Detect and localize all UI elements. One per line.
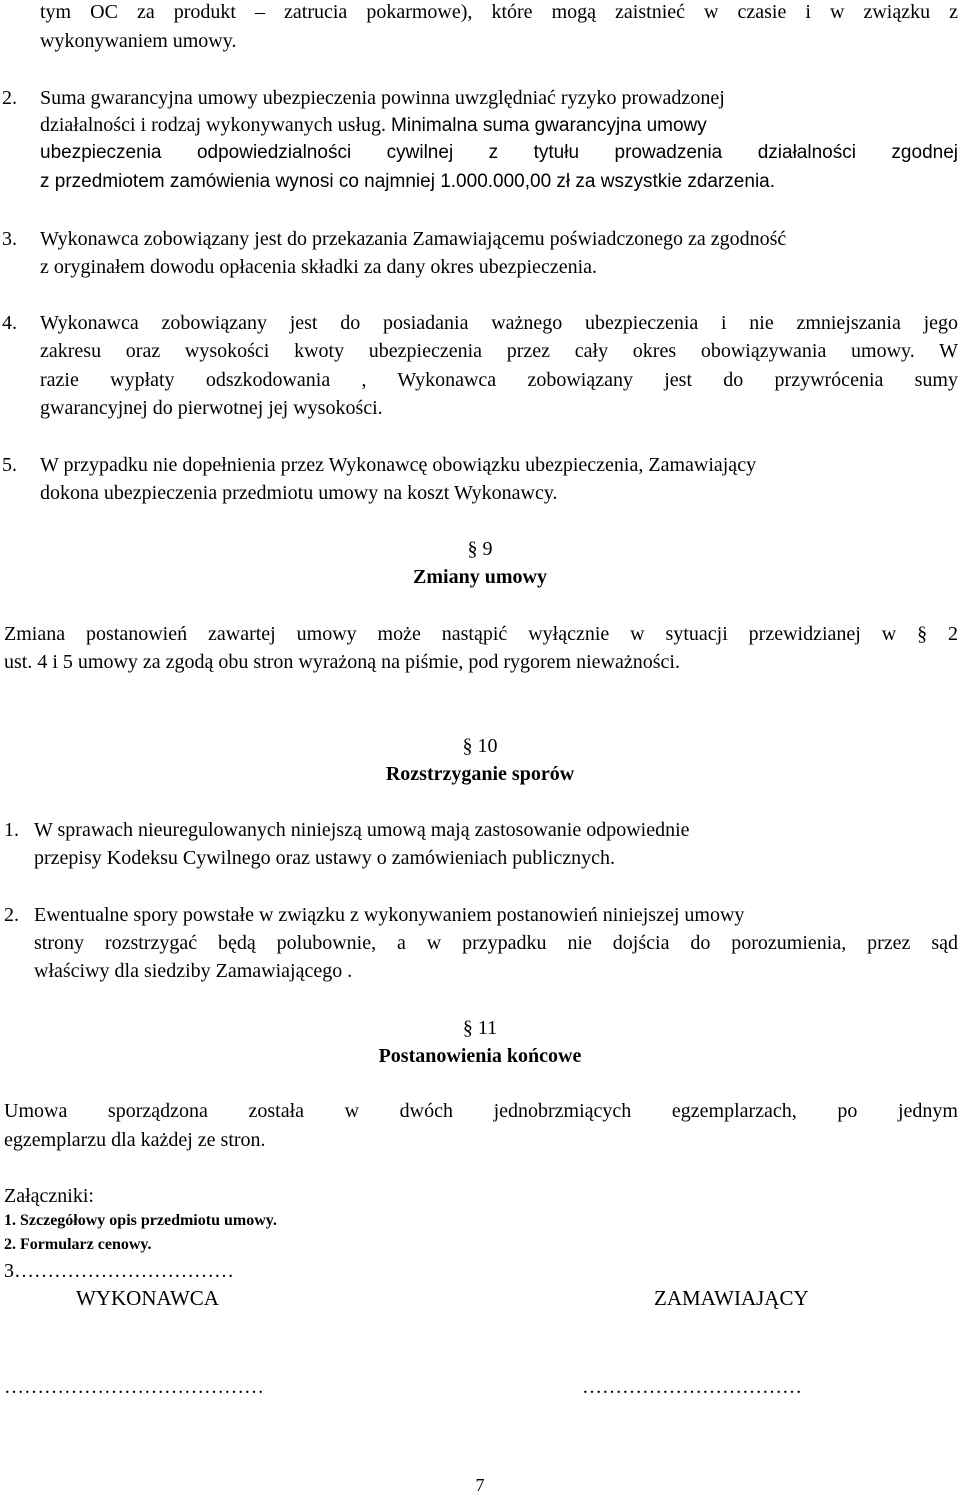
section-title: Zmiany umowy: [413, 566, 547, 588]
list-number: 1.: [4, 819, 19, 841]
attachments-heading: Załączniki:: [4, 1185, 94, 1207]
clause-text-line: zakresu oraz wysokości kwoty ubezpieczenia przez cały okres obowiązywania umowy. W: [40, 340, 958, 362]
clause-text-line: dokona ubezpieczenia przedmiotu umowy na koszt Wykonawcy.: [40, 482, 558, 504]
clause-text-line: z przedmiotem zamówienia wynosi co najmniej 1.000.000,00 zł za wszystkie zdarzenia.: [40, 171, 776, 192]
clause-text-line: ust. 4 i 5 umowy za zgodą obu stron wyrażoną na piśmie, pod rygorem nieważności.: [4, 651, 680, 673]
clause-text-line: działalności i rodzaj wykonywanych usług. Minimalna suma gwarancyjna umowy: [40, 114, 707, 136]
clause-text-line: Zmiana postanowień zawartej umowy może nastąpić wyłącznie w sytuacji przewidzianej w § 2: [4, 623, 958, 645]
list-number: 2.: [2, 87, 17, 109]
clause-text-line: wykonywaniem umowy.: [40, 30, 237, 52]
list-number: 4.: [2, 312, 17, 334]
signature-label-ordering-party: ZAMAWIAJĄCY: [654, 1286, 809, 1310]
list-number: 5.: [2, 454, 17, 476]
clause-text-line: właściwy dla siedziby Zamawiającego .: [34, 960, 353, 982]
attachment-item: 2. Formularz cenowy.: [4, 1236, 152, 1253]
attachment-item: 1. Szczegółowy opis przedmiotu umowy.: [4, 1212, 277, 1229]
clause-text-line: W sprawach nieuregulowanych niniejszą umową mają zastosowanie odpowiednie: [34, 819, 690, 841]
clause-text-line: egzemplarzu dla każdej ze stron.: [4, 1129, 266, 1151]
list-number: 2.: [4, 904, 19, 926]
clause-text-line: przepisy Kodeksu Cywilnego oraz ustawy o zamówieniach publicznych.: [34, 847, 615, 869]
clause-text-line: Wykonawca zobowiązany jest do przekazania Zamawiającemu poświadczonego za zgodność: [40, 228, 787, 250]
section-title: Rozstrzyganie sporów: [385, 763, 575, 785]
clause-text-line: Ewentualne spory powstałe w związku z wykonywaniem postanowień niniejszej umowy: [34, 904, 745, 926]
signature-line-contractor: …………………………………: [4, 1376, 264, 1398]
clause-text-line: razie wypłaty odszkodowania , Wykonawca zobowiązany jest do przywrócenia sumy: [40, 369, 958, 391]
section-number: § 10: [462, 735, 498, 757]
section-title: Postanowienia końcowe: [378, 1045, 582, 1067]
signature-label-contractor: WYKONAWCA: [76, 1286, 219, 1310]
clause-text-line: Wykonawca zobowiązany jest do posiadania ważnego ubezpieczenia i nie zmniejszania jego: [40, 312, 958, 334]
clause-text-line: strony rozstrzygać będą polubownie, a w przypadku nie dojścia do porozumienia, przez sąd: [34, 932, 958, 954]
page-number: 7: [475, 1475, 485, 1495]
clause-text-line: Umowa sporządzona została w dwóch jednobrzmiących egzemplarzach, po jednym: [4, 1100, 958, 1122]
clause-text-line: gwarancyjnej do pierwotnej jej wysokości.: [40, 397, 383, 419]
section-number: § 9: [467, 538, 493, 560]
clause-text-line: z oryginałem dowodu opłacenia składki za dany okres ubezpieczenia.: [40, 256, 598, 278]
attachment-item: 3……………………………: [4, 1260, 234, 1282]
clause-text-line: ubezpieczenia odpowiedzialności cywilnej z tytułu prowadzenia działalności zgodnej: [40, 142, 958, 163]
clause-text-line: W przypadku nie dopełnienia przez Wykonawcę obowiązku ubezpieczenia, Zamawiający: [40, 454, 757, 476]
list-number: 3.: [2, 228, 17, 250]
clause-text-line: Suma gwarancyjna umowy ubezpieczenia powinna uwzględniać ryzyko prowadzonej: [40, 87, 725, 109]
section-number: § 11: [462, 1017, 498, 1039]
signature-line-ordering-party: ……………………………: [582, 1376, 802, 1398]
clause-text-line: tym OC za produkt – zatrucia pokarmowe), które mogą zaistnieć w czasie i w związku z: [40, 1, 958, 23]
